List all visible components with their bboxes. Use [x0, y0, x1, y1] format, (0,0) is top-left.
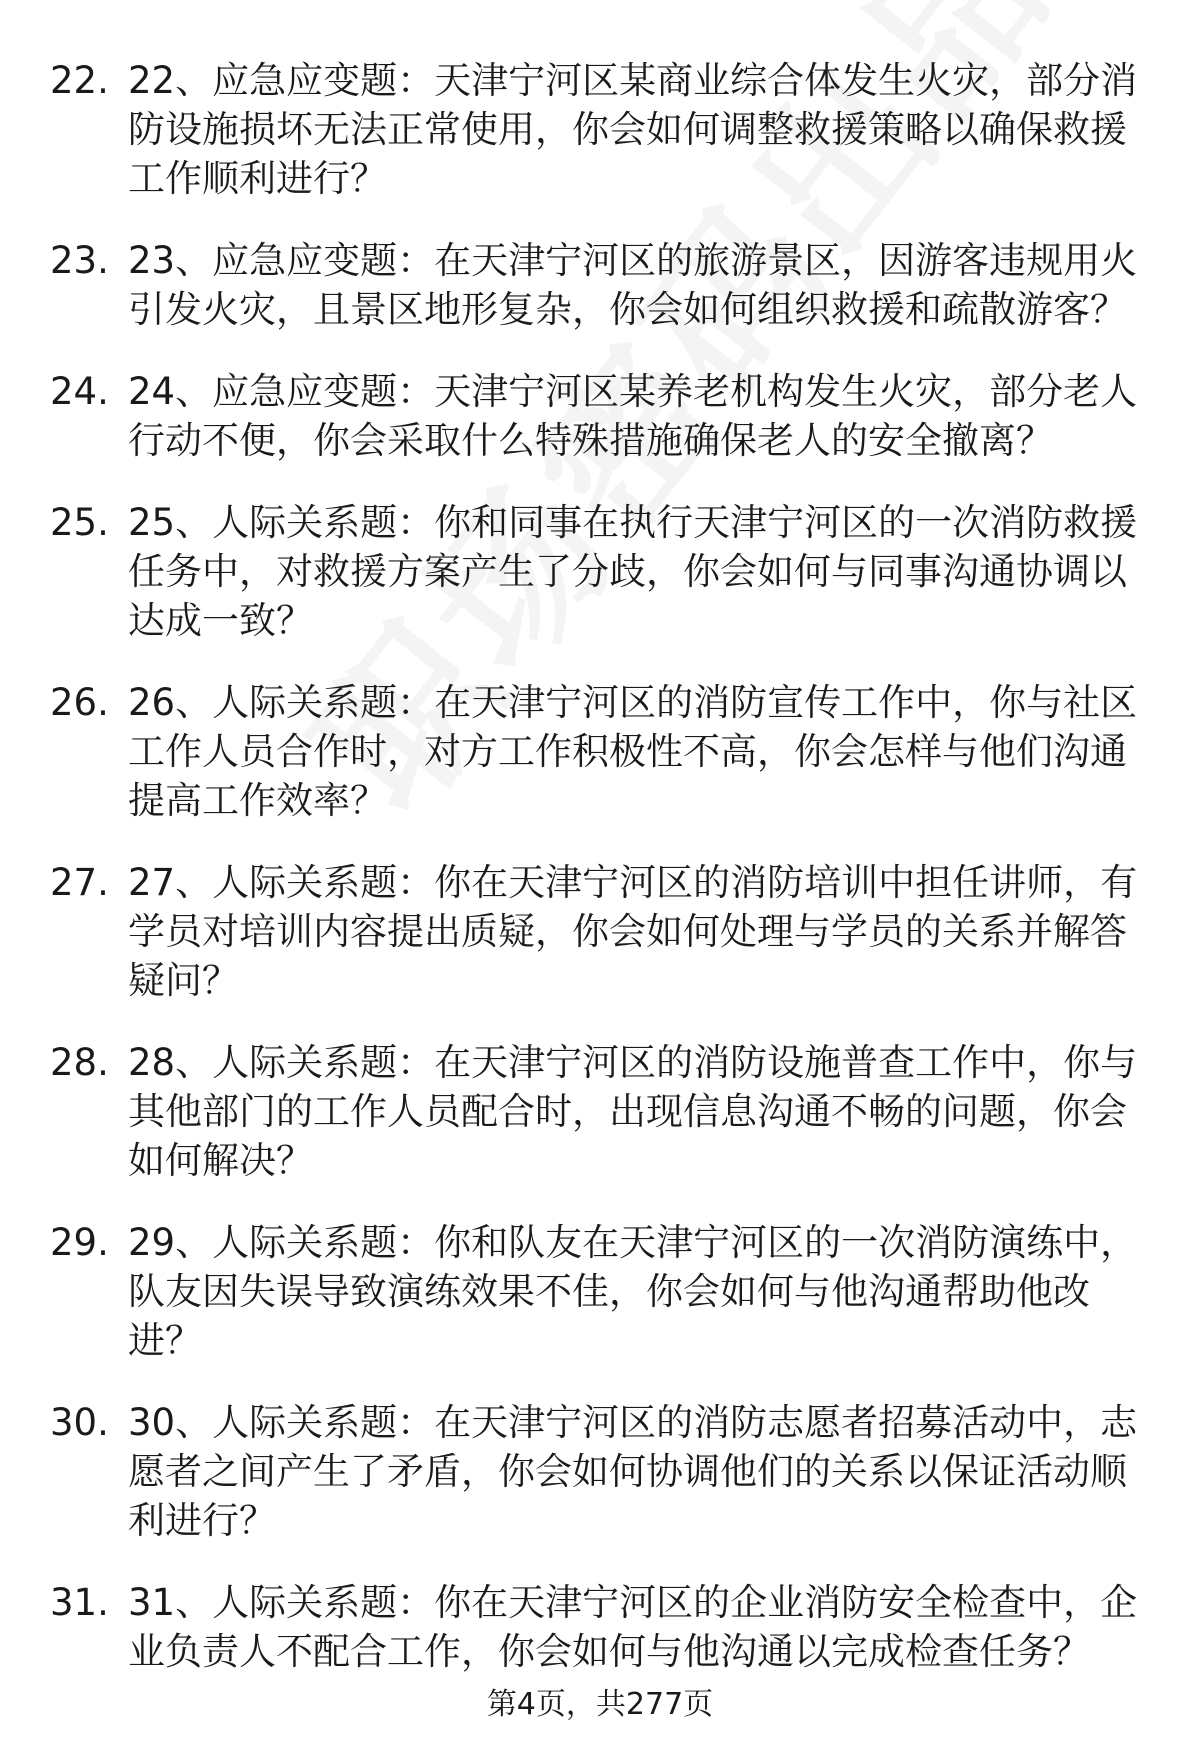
- question-number: 23.: [50, 239, 109, 282]
- question-number: 29.: [50, 1221, 109, 1264]
- question-item: [0, 367, 1200, 465]
- question-number: 28.: [50, 1041, 109, 1084]
- question-text: 26、人际关系题：在天津宁河区的消防宣传工作中，你与社区工作人员合作时，对方工作积极性不高，你会怎样与他们沟通提高工作效率？: [128, 681, 1138, 822]
- question-item: [0, 1398, 1200, 1545]
- question-item: [0, 56, 1200, 203]
- question-number: 24.: [50, 370, 109, 413]
- question-item: [0, 1578, 1200, 1676]
- question-text: 22、应急应变题：天津宁河区某商业综合体发生火灾，部分消防设施损坏无法正常使用，你会如何调整救援策略以确保救援工作顺利进行？: [128, 59, 1138, 200]
- page-number-label: 第4页，共277页: [486, 1687, 714, 1722]
- question-text: 23、应急应变题：在天津宁河区的旅游景区，因游客违规用火引发火灾，且景区地形复杂，你会如何组织救援和疏散游客？: [128, 239, 1138, 331]
- question-item: [0, 498, 1200, 645]
- question-text: 30、人际关系题：在天津宁河区的消防志愿者招募活动中，志愿者之间产生了矛盾，你会如何协调他们的关系以保证活动顺利进行？: [128, 1401, 1138, 1542]
- question-text: 29、人际关系题：你和队友在天津宁河区的一次消防演练中，队友因失误导致演练效果不佳，你会如何与他沟通帮助他改进？: [128, 1221, 1138, 1362]
- question-number: 22.: [50, 59, 109, 102]
- question-text: 27、人际关系题：你在天津宁河区的消防培训中担任讲师，有学员对培训内容提出质疑，你会如何处理与学员的关系并解答疑问？: [128, 861, 1138, 1002]
- question-number: 27.: [50, 861, 109, 904]
- question-item: [0, 858, 1200, 1005]
- page-footer: [0, 1685, 1200, 1725]
- question-item: [0, 236, 1200, 334]
- question-number: 31.: [50, 1581, 109, 1624]
- question-item: [0, 1038, 1200, 1185]
- question-item: [0, 678, 1200, 825]
- question-text: 24、应急应变题：天津宁河区某养老机构发生火灾，部分老人行动不便，你会采取什么特殊措施确保老人的安全撤离？: [128, 370, 1138, 462]
- question-number: 26.: [50, 681, 109, 724]
- question-text: 28、人际关系题：在天津宁河区的消防设施普查工作中，你与其他部门的工作人员配合时，出现信息沟通不畅的问题，你会如何解决？: [128, 1041, 1138, 1182]
- question-item: [0, 1218, 1200, 1365]
- question-number: 25.: [50, 501, 109, 544]
- question-list: [0, 56, 1200, 1709]
- question-number: 30.: [50, 1401, 109, 1444]
- question-text: 31、人际关系题：你在天津宁河区的企业消防安全检查中，企业负责人不配合工作，你会如何与他沟通以完成检查任务？: [128, 1581, 1138, 1673]
- question-text: 25、人际关系题：你和同事在执行天津宁河区的一次消防救援任务中，对救援方案产生了分歧，你会如何与同事沟通协调以达成一致？: [128, 501, 1138, 642]
